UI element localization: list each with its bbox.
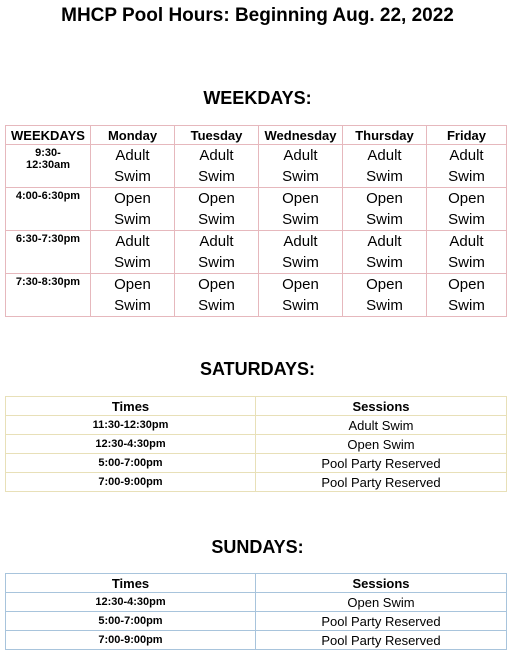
times-column-header: Times <box>6 574 256 593</box>
session-text: Adult <box>367 233 402 250</box>
session-text: Open <box>114 276 151 293</box>
session-text: Swim <box>198 254 235 271</box>
session-cell: Open Swim <box>256 435 507 454</box>
session-text: Swim <box>282 254 319 271</box>
session-text: Open <box>448 190 485 207</box>
tuesday-session-cell <box>175 145 259 188</box>
monday-session-cell <box>91 145 175 188</box>
session-text: Swim <box>366 254 403 271</box>
session-text: Adult <box>199 147 234 164</box>
sundays-row <box>6 631 507 650</box>
saturdays-table <box>5 396 507 492</box>
session-text: Open <box>366 276 403 293</box>
wednesday-session-cell <box>259 231 343 274</box>
session-text: Swim <box>448 211 485 228</box>
session-text: Swim <box>282 168 319 185</box>
session-text: Swim <box>366 297 403 314</box>
sundays-header-row <box>6 574 507 593</box>
friday-session-cell <box>427 274 507 317</box>
session-text: Adult <box>199 233 234 250</box>
session-cell: Adult Swim <box>256 416 507 435</box>
time-cell: 5:00-7:00pm <box>6 612 256 631</box>
weekday-row <box>6 231 507 274</box>
session-text: Adult <box>449 147 484 164</box>
time-cell: 12:30-4:30pm <box>6 435 256 454</box>
wednesday-session-cell <box>259 188 343 231</box>
time-cell: 7:00-9:00pm <box>6 631 256 650</box>
session-text: Open <box>198 276 235 293</box>
monday-column-header: Monday <box>91 126 175 145</box>
thursday-session-cell <box>343 274 427 317</box>
session-text: Swim <box>448 254 485 271</box>
session-text: Open <box>114 190 151 207</box>
sundays-row <box>6 593 507 612</box>
sessions-column-header: Sessions <box>256 397 507 416</box>
saturdays-row <box>6 473 507 492</box>
session-text: Swim <box>198 297 235 314</box>
wednesday-session-cell <box>259 145 343 188</box>
session-text: Swim <box>366 168 403 185</box>
session-text: Open <box>366 190 403 207</box>
sessions-column-header: Sessions <box>256 574 507 593</box>
saturdays-row <box>6 416 507 435</box>
monday-session-cell <box>91 188 175 231</box>
weekday-time-cell <box>6 145 91 188</box>
weekdays-heading: WEEKDAYS: <box>203 88 312 108</box>
page-title: MHCP Pool Hours: Beginning Aug. 22, 2022 <box>61 5 454 26</box>
times-column-header: Times <box>6 397 256 416</box>
session-cell: Open Swim <box>256 593 507 612</box>
thursday-session-cell <box>343 145 427 188</box>
time-cell: 11:30-12:30pm <box>6 416 256 435</box>
time-text: 7:30-8:30pm <box>15 276 81 288</box>
time-cell: 5:00-7:00pm <box>6 454 256 473</box>
sundays-row <box>6 612 507 631</box>
weekday-row <box>6 274 507 317</box>
session-text: Swim <box>282 297 319 314</box>
thursday-column-header: Thursday <box>343 126 427 145</box>
session-text: Swim <box>448 297 485 314</box>
weekdays-column-header: WEEKDAYS <box>6 126 91 145</box>
tuesday-column-header: Tuesday <box>175 126 259 145</box>
session-cell: Pool Party Reserved <box>256 612 507 631</box>
time-text: 12:30am <box>25 159 71 171</box>
weekday-row <box>6 145 507 188</box>
saturdays-heading: SATURDAYS: <box>199 359 315 379</box>
monday-session-cell <box>91 274 175 317</box>
saturdays-header-row <box>6 397 507 416</box>
session-text: Adult <box>367 147 402 164</box>
time-text: 6:30-7:30pm <box>15 233 81 245</box>
session-text: Swim <box>198 211 235 228</box>
monday-session-cell <box>91 231 175 274</box>
session-text: Adult <box>449 233 484 250</box>
time-text: 4:00-6:30pm <box>15 190 81 202</box>
thursday-session-cell <box>343 188 427 231</box>
friday-session-cell <box>427 231 507 274</box>
session-text: Open <box>448 276 485 293</box>
session-text: Adult <box>115 147 150 164</box>
saturdays-row <box>6 454 507 473</box>
tuesday-session-cell <box>175 274 259 317</box>
session-text: Open <box>198 190 235 207</box>
session-text: Adult <box>283 147 318 164</box>
thursday-session-cell <box>343 231 427 274</box>
session-text: Open <box>282 190 319 207</box>
weekdays-header-row <box>6 126 507 145</box>
session-cell: Pool Party Reserved <box>256 631 507 650</box>
session-text: Swim <box>114 297 151 314</box>
tuesday-session-cell <box>175 188 259 231</box>
saturdays-row <box>6 435 507 454</box>
friday-session-cell <box>427 145 507 188</box>
session-cell: Pool Party Reserved <box>256 473 507 492</box>
session-text: Swim <box>114 168 151 185</box>
weekday-time-cell <box>6 274 91 317</box>
wednesday-column-header: Wednesday <box>259 126 343 145</box>
tuesday-session-cell <box>175 231 259 274</box>
session-text: Adult <box>283 233 318 250</box>
session-text: Swim <box>114 211 151 228</box>
time-cell: 7:00-9:00pm <box>6 473 256 492</box>
time-text: 9:30- <box>35 147 61 159</box>
sundays-heading: SUNDAYS: <box>211 537 304 557</box>
session-text: Swim <box>448 168 485 185</box>
session-text: Swim <box>282 211 319 228</box>
session-text: Open <box>282 276 319 293</box>
wednesday-session-cell <box>259 274 343 317</box>
weekday-time-cell <box>6 231 91 274</box>
session-cell: Pool Party Reserved <box>256 454 507 473</box>
sundays-table <box>5 573 507 650</box>
session-text: Swim <box>366 211 403 228</box>
friday-session-cell <box>427 188 507 231</box>
friday-column-header: Friday <box>427 126 507 145</box>
weekdays-table <box>5 125 507 317</box>
time-cell: 12:30-4:30pm <box>6 593 256 612</box>
weekday-time-cell <box>6 188 91 231</box>
weekday-row <box>6 188 507 231</box>
session-text: Swim <box>198 168 235 185</box>
session-text: Adult <box>115 233 150 250</box>
session-text: Swim <box>114 254 151 271</box>
